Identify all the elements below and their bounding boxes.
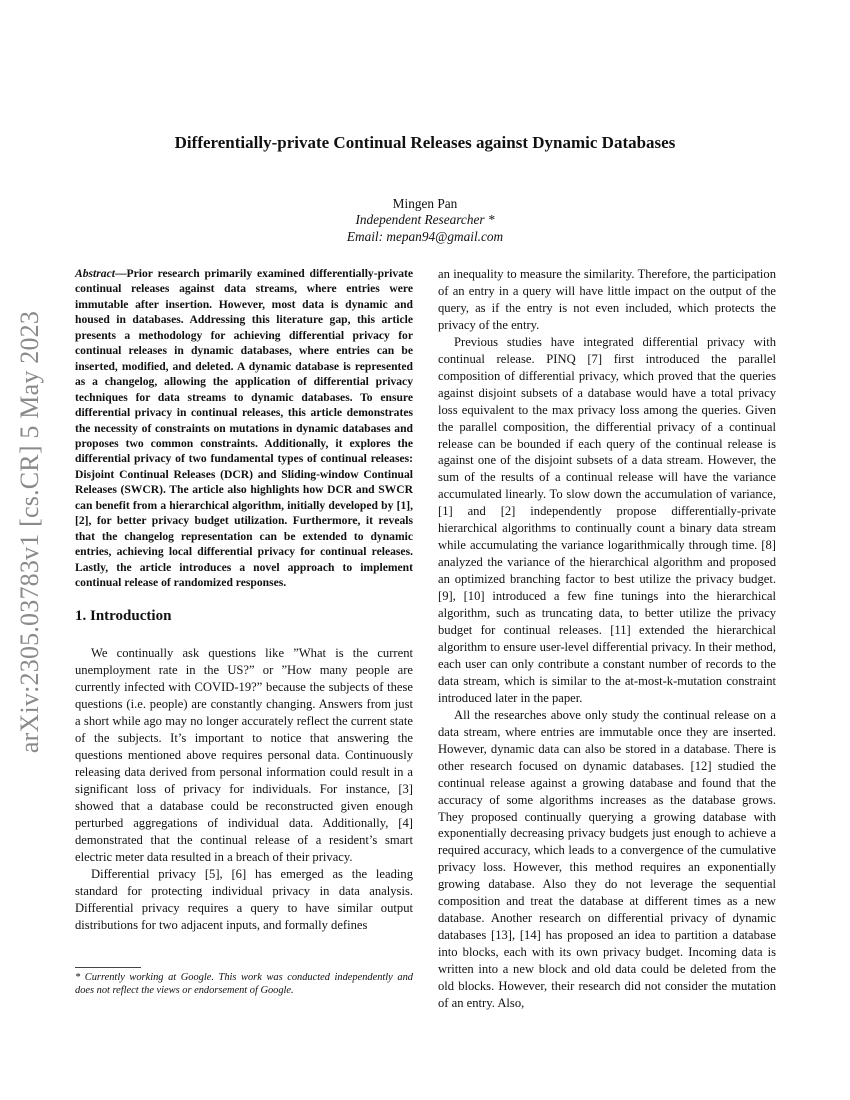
right-paragraph-2: Previous studies have integrated differential privacy with continual release. PINQ [7] first introduced the parallel composition of differential privacy, which proved that the queries against disjoint subsets of a database would have a total privacy loss equivalent to the max privacy loss among the queries. Given the parallel composition, the differential privacy of a continual release can be bounded if each query of the continual release is against one of the disjoint subsets of a data stream. However, the sum of the results of a continual release will have the variance accumulated linearly. To slow down the accumulation of variance, [1] and [2] independently propose differentially-private hierarchical algorithms to continually count a binary data stream while accumulating the variance logarithmically through time. [8] analyzed the variance of the hierarchical algorithm and proposed an optimized branching factor to best utilize the privacy budget. [9], [10] introduced a few fine tunings into the hierarchical algorithm, such as truncating data, to better utilize the privacy budget for continual releases. [11] extended the hierarchical algorithm to ensure user-level differential privacy. In their method, each user can only contribute a constant number of records to the data stream, which is similar to the at-most-k-mutation constraint introduced later in the paper. [438,334,776,705]
right-paragraph-1: an inequality to measure the similarity. Therefore, the participation of an entry in a query will have little impact on the output of the query, as if the entry is not even included, which protects the privacy of the entry. [438,267,776,332]
abstract-text: —Prior research primarily examined differentially-private continual releases against data streams, where entries were immutable after insertion. However, most data is dynamic and housed in databases. Addressing this literature gap, this article presents a methodology for achieving differential privacy for continual releases in dynamic databases, where entries can be inserted, modified, and deleted. A dynamic database is represented as a changelog, allowing the application of differential privacy techniques for data streams to dynamic databases. To ensure differential privacy in continual releases, this article demonstrates the necessity of constraints on mutations in dynamic databases and proposes two common constraints. Additionally, it explores the differential privacy of two fundamental types of continual releases: Disjoint Continual Releases (DCR) and Sliding-window Continual Releases (SWCR). The article also highlights how DCR and SWCR can benefit from a hierarchical algorithm, initially developed by [1], [2], for better privacy budget utilization. Furthermore, it reveals that the changelog representation can be extended to dynamic entries, achieving local differential privacy for continual releases. Lastly, the article introduces a novel approach to implement continual release of randomized responses. [75,267,413,590]
arxiv-identifier [10,297,50,767]
intro-paragraph-1: We continually ask questions like ”What is the current unemployment rate in the US?” or ”How many people are currently infected with COVID-19?” because the subjects of these questions (i.e. people) are constantly changing. Answers from just a short while ago may no longer accurately reflect the current state of the subjects. It’s important to notice that answering the questions mentioned above requires personal data. Continuously releasing data derived from personal information could result in a significant loss of privacy for individuals. For instance, [3] showed that a database could be reconstructed given enough perturbed aggregations of individual data. Additionally, [4] demonstrated that the continual release of a resident’s smart electric meter data resulted in a breach of their privacy. [75,646,413,864]
arxiv-identifier-text: arXiv:2305.03783v1 [cs.CR] 5 May 2023 [15,310,44,754]
author-email: Email: mepan94@gmail.com [346,229,504,244]
author-affiliation: Independent Researcher * [355,212,495,227]
section-heading-introduction: 1. Introduction [75,607,172,624]
footnote: * Currently working at Google. This work was conducted independently and does not reflect the views or endorsement of Google. [75,972,413,997]
abstract [75,266,413,591]
paper-title: Differentially-private Continual Releases against Dynamic Databases [174,133,676,152]
intro-paragraph-2: Differential privacy [5], [6] has emerged as the leading standard for protecting individual privacy in data analysis. Differential privacy requires a query to have similar output distributions for two adjacent inputs, and formally defines [75,866,413,932]
right-paragraph-3: All the researches above only study the continual release on a data stream, where entries are immutable once they are inserted. However, dynamic data can also be stored in a database. There is other research focused on dynamic databases. [12] studied the continual release against a growing database and found that the accuracy of some algorithms increases as the database grows. They proposed continually querying a growing database with exponentially decreasing privacy budgets just enough to achieve a required accuracy, which leads to a convergence of the cumulative privacy loss. However, this method requires an exponentially growing database. Also they do not leverage the sequential composition and treat the database at different times as a new database. Another research on differential privacy of dynamic databases [13], [14] has proposed an idea to partition a database into blocks, each with its own privacy budget. Incoming data is written into a new block and old data could be deleted from the old blocks. However, their research did not consider the mutation of an entry. Also, [438,707,776,1010]
abstract-lead: Abstract [75,267,115,280]
left-column [75,266,413,934]
right-column [438,266,776,1012]
author-name: Mingen Pan [392,196,458,211]
footnote-divider [75,967,141,968]
